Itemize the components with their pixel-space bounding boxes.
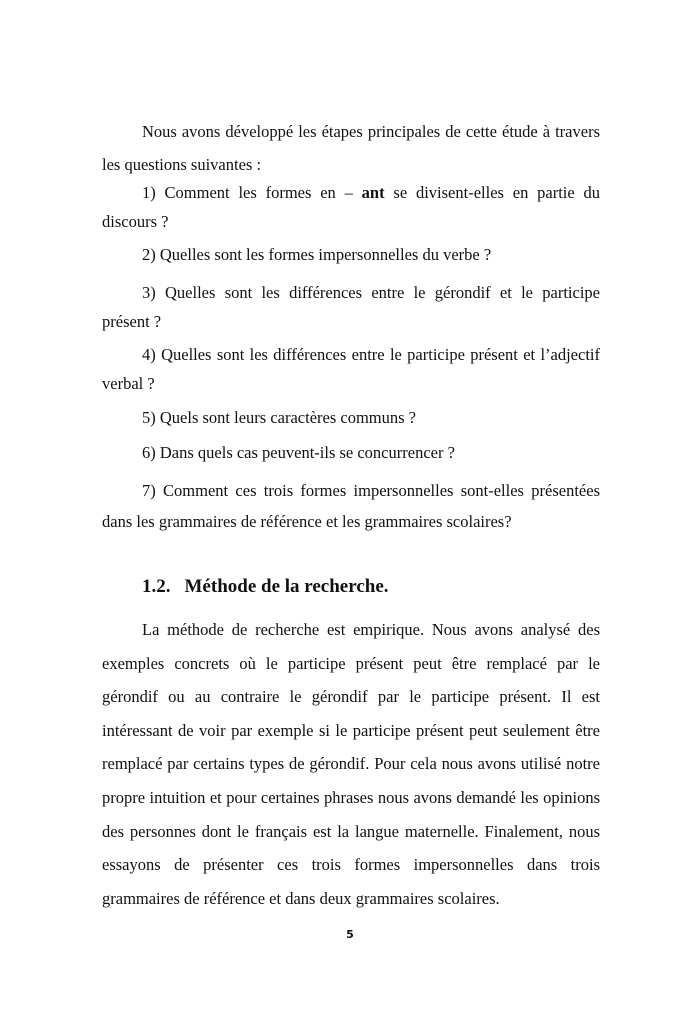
method-paragraph: La méthode de recherche est empirique. Nous avons analysé des exemples concrets où le participe présent peut être remplacé par le gérondif ou au contraire le gérondif par le participe présent. Il est intéressant de voir par exemple si le participe présent peut seulement être remplacé par certains types de gérondif. Pour cela nous avons utilisé notre propre intuition et pour certaines phrases nous avons demandé les opinions des personnes dont le français est la langue maternelle. Finalement, nous essayons de présenter ces trois formes impersonnelles dans trois grammaires de référence et dans deux grammaires scolaires.: [102, 620, 600, 908]
intro-paragraph: Nous avons développé les étapes principales de cette étude à travers les questions suivantes :: [102, 122, 600, 174]
section-title: Méthode de la recherche.: [184, 576, 389, 597]
question-1-post: se divisent-elles en partie du discours ?: [102, 183, 601, 231]
question-6: 6) Dans quels cas peuvent-ils se concurrencer ?: [142, 443, 455, 462]
question-5: 5) Quels sont leurs caractères communs ?: [142, 408, 416, 427]
question-3: 3) Quelles sont les différences entre le gérondif et le participe présent ?: [102, 283, 600, 331]
question-7: 7) Comment ces trois formes impersonnelles sont-elles présentées dans les grammaires de référence et les grammaires scolaires?: [102, 481, 600, 531]
question-1-pre: 1) Comment les formes en –: [142, 183, 362, 202]
question-1: [102, 178, 600, 236]
question-2: 2) Quelles sont les formes impersonnelles du verbe ?: [142, 245, 492, 264]
section-heading: [142, 576, 389, 598]
question-4: 4) Quelles sont les différences entre le participe présent et l’adjectif verbal ?: [102, 345, 600, 393]
section-number: 1.2.: [142, 576, 171, 597]
question-1-bold: ant: [361, 183, 385, 202]
page-number: 5: [346, 928, 354, 941]
